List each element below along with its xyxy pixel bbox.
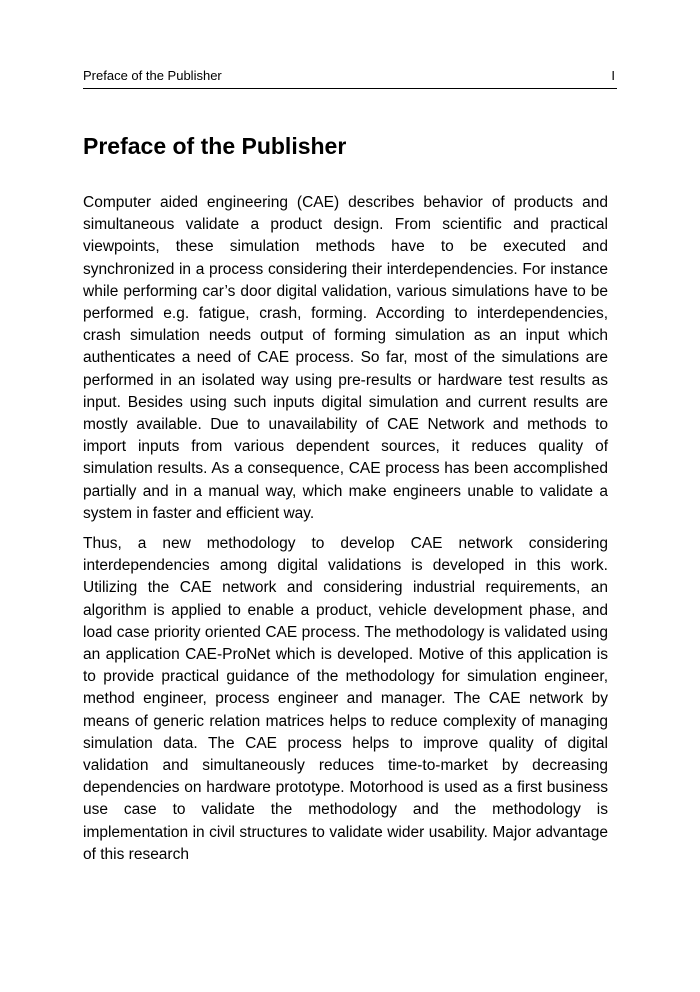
page-title: Preface of the Publisher: [83, 133, 347, 159]
body-text: [83, 192, 608, 874]
running-header-title: Preface of the Publisher: [83, 68, 222, 83]
paragraph-2: Thus, a new methodology to develop CAE network considering interdependencies among digital validations is developed in this work. Utilizing the CAE network and considering industrial requirements, an algorithm is applied to enable a product, vehicle development phase, and load case priority oriented CAE process. The methodology is validated using an application CAE-ProNet which is developed. Motive of this application is to provide practical guidance of the methodology for simulation engineer, method engineer, process engineer and manager. The CAE network by means of generic relation matrices helps to reduce complexity of managing simulation data. The CAE process helps to improve quality of digital validation and simultaneously reduces time-to-market by decreasing dependencies on hardware prototype. Motorhood is used as a first business use case to validate the methodology and the methodology is implementation in civil structures to validate wider usability. Major advantage of this research: [83, 535, 608, 863]
running-header: [83, 66, 617, 89]
page-number: I: [611, 68, 615, 83]
paragraph-1: Computer aided engineering (CAE) describes behavior of products and simultaneous validate a product design. From scientific and practical viewpoints, these simulation methods have to be executed and synchronized in a process considering their interdependencies. For instance while performing car’s door digital validation, various simulations have to be performed e.g. fatigue, crash, forming. According to interdependencies, crash simulation needs output of forming simulation as an input which authenticates a need of CAE process. So far, most of the simulations are performed in an isolated way using pre-results or hardware test results as input. Besides using such inputs digital simulation and current results are mostly available. Due to unavailability of CAE Network and methods to import inputs from various dependent sources, it reduces quality of simulation results. As a consequence, CAE process has been accomplished partially and in a manual way, which make engineers unable to validate a system in faster and efficient way.: [83, 194, 608, 522]
